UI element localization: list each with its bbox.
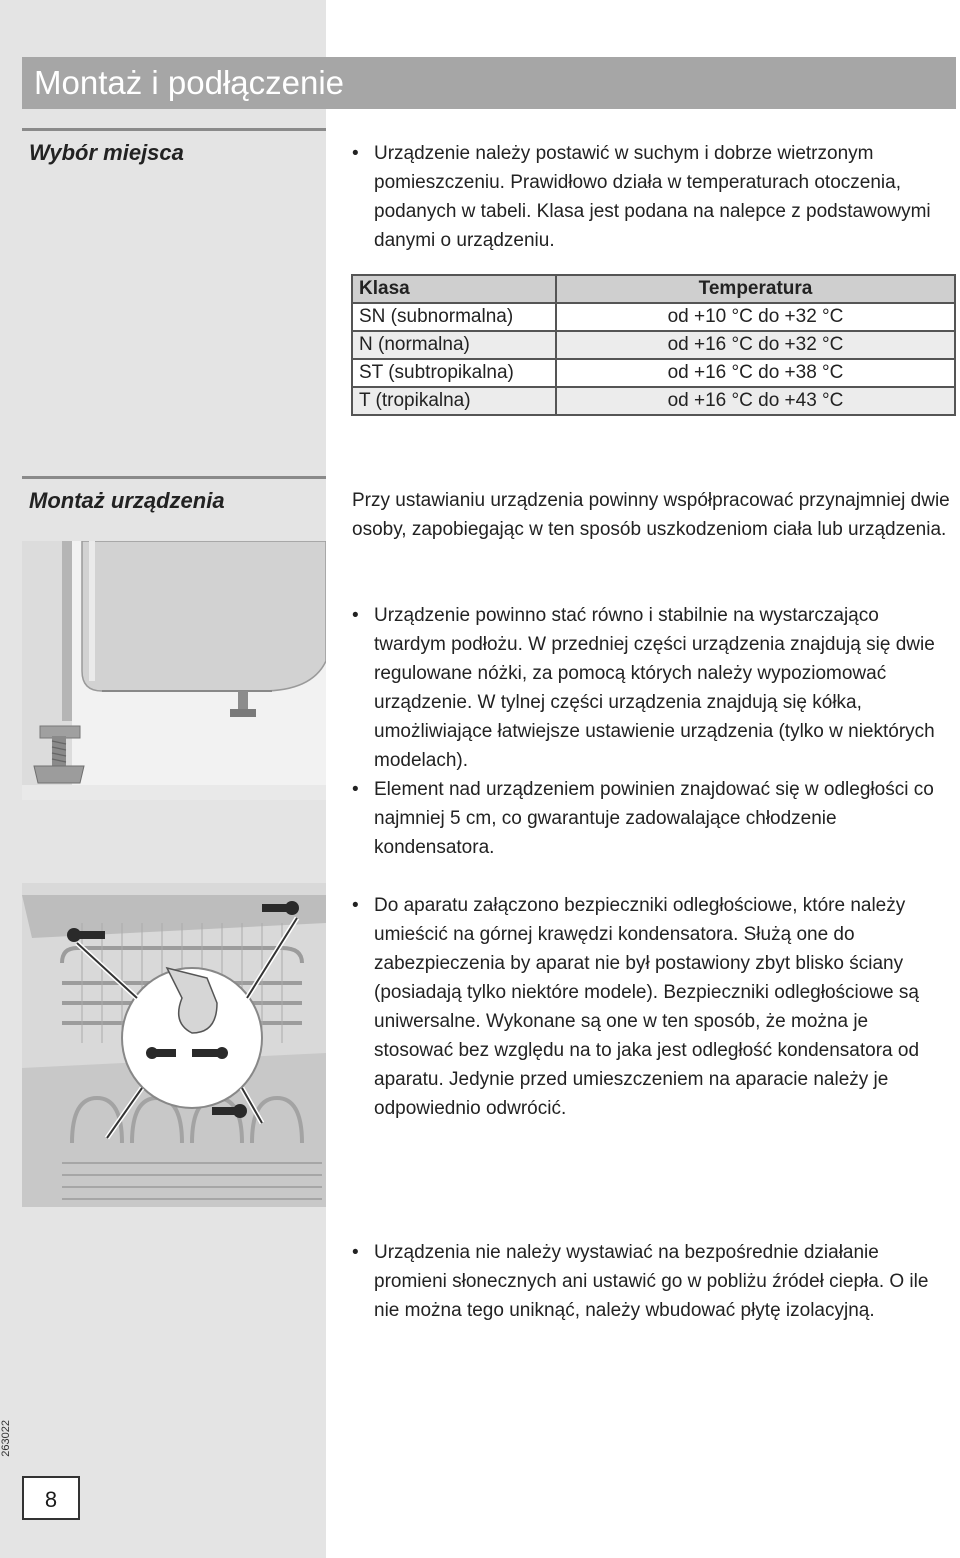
intro-paragraph: Przy ustawianiu urządzenia powinny współpracować przynajmniej dwie osoby, zapobiegając w ten sposób uszkodzeniom ciała lub urządzenia.	[352, 490, 950, 540]
list-item: • Element nad urządzeniem powinien znajdować się w odległości co najmniej 5 cm, co gwarantuje zadowalające chłodzenie kondensatora.	[352, 775, 952, 862]
table-cell: od +16 °C do +43 °C	[556, 387, 955, 415]
table-cell: T (tropikalna)	[352, 387, 556, 415]
sunlight-text	[352, 1238, 952, 1325]
section-title-location: Wybór miejsca	[29, 140, 184, 165]
table-row	[352, 387, 955, 415]
table-header-temperature: Temperatura	[556, 275, 955, 303]
page-title: Montaż i podłączenie	[22, 57, 956, 109]
table-cell: od +10 °C do +32 °C	[556, 303, 955, 331]
leveling-feet-illustration	[22, 541, 326, 800]
section-divider	[22, 128, 326, 131]
table-header-class: Klasa	[352, 275, 556, 303]
table-row	[352, 331, 955, 359]
leveling-text	[352, 601, 952, 862]
list-item: • Urządzenie powinno stać równo i stabilnie na wystarczająco twardym podłożu. W przedniej części urządzenia znajdują się dwie regulowane nóżki, za pomocą których należy wypoziomować urządzenie. W tylnej części urządzenia znajdują się kółka, umożliwiające łatwiejsze ustawienie urządzenia (tylko w niektórych modelach).	[352, 601, 952, 775]
spacers-text	[352, 891, 952, 1123]
list-item: • Urządzenia nie należy wystawiać na bezpośrednie działanie promieni słonecznych ani ustawić go w pobliżu źródeł ciepła. O ile nie można tego uniknąć, należy wbudować płytę izolacyjną.	[352, 1238, 952, 1325]
table-cell: ST (subtropikalna)	[352, 359, 556, 387]
spacers-illustration	[22, 883, 326, 1207]
table-header-row	[352, 275, 955, 303]
location-text	[352, 139, 952, 255]
document-code: 263022	[0, 1420, 12, 1457]
table-cell: od +16 °C do +38 °C	[556, 359, 955, 387]
table-row	[352, 303, 955, 331]
table-cell: N (normalna)	[352, 331, 556, 359]
page-number: 8	[22, 1476, 80, 1520]
installation-intro	[352, 486, 952, 544]
table-row	[352, 359, 955, 387]
list-item: • Urządzenie należy postawić w suchym i dobrze wietrzonym pomieszczeniu. Prawidłowo działa w temperaturach otoczenia, podanych w tabeli. Klasa jest podana na nalepce z podstawowymi danymi o urządzeniu.	[352, 139, 952, 255]
table-cell: SN (subnormalna)	[352, 303, 556, 331]
table-cell: od +16 °C do +32 °C	[556, 331, 955, 359]
climate-class-table	[351, 274, 956, 416]
section-title-installation: Montaż urządzenia	[29, 488, 225, 513]
section-divider	[22, 476, 326, 479]
list-item: • Do aparatu załączono bezpieczniki odległościowe, które należy umieścić na górnej krawędzi kondensatora. Służą one do zabezpieczenia by aparat nie był postawiony zbyt blisko ściany (posiadają tylko niektóre modele). Bezpieczniki odległościowe są uniwersalne. Wykonane są one w ten sposób, że można je stosować bez względu na to jaka jest odległość kondensatora od aparatu. Jedynie przed umieszczeniem na aparacie należy je odpowiednio odwrócić.	[352, 891, 952, 1123]
